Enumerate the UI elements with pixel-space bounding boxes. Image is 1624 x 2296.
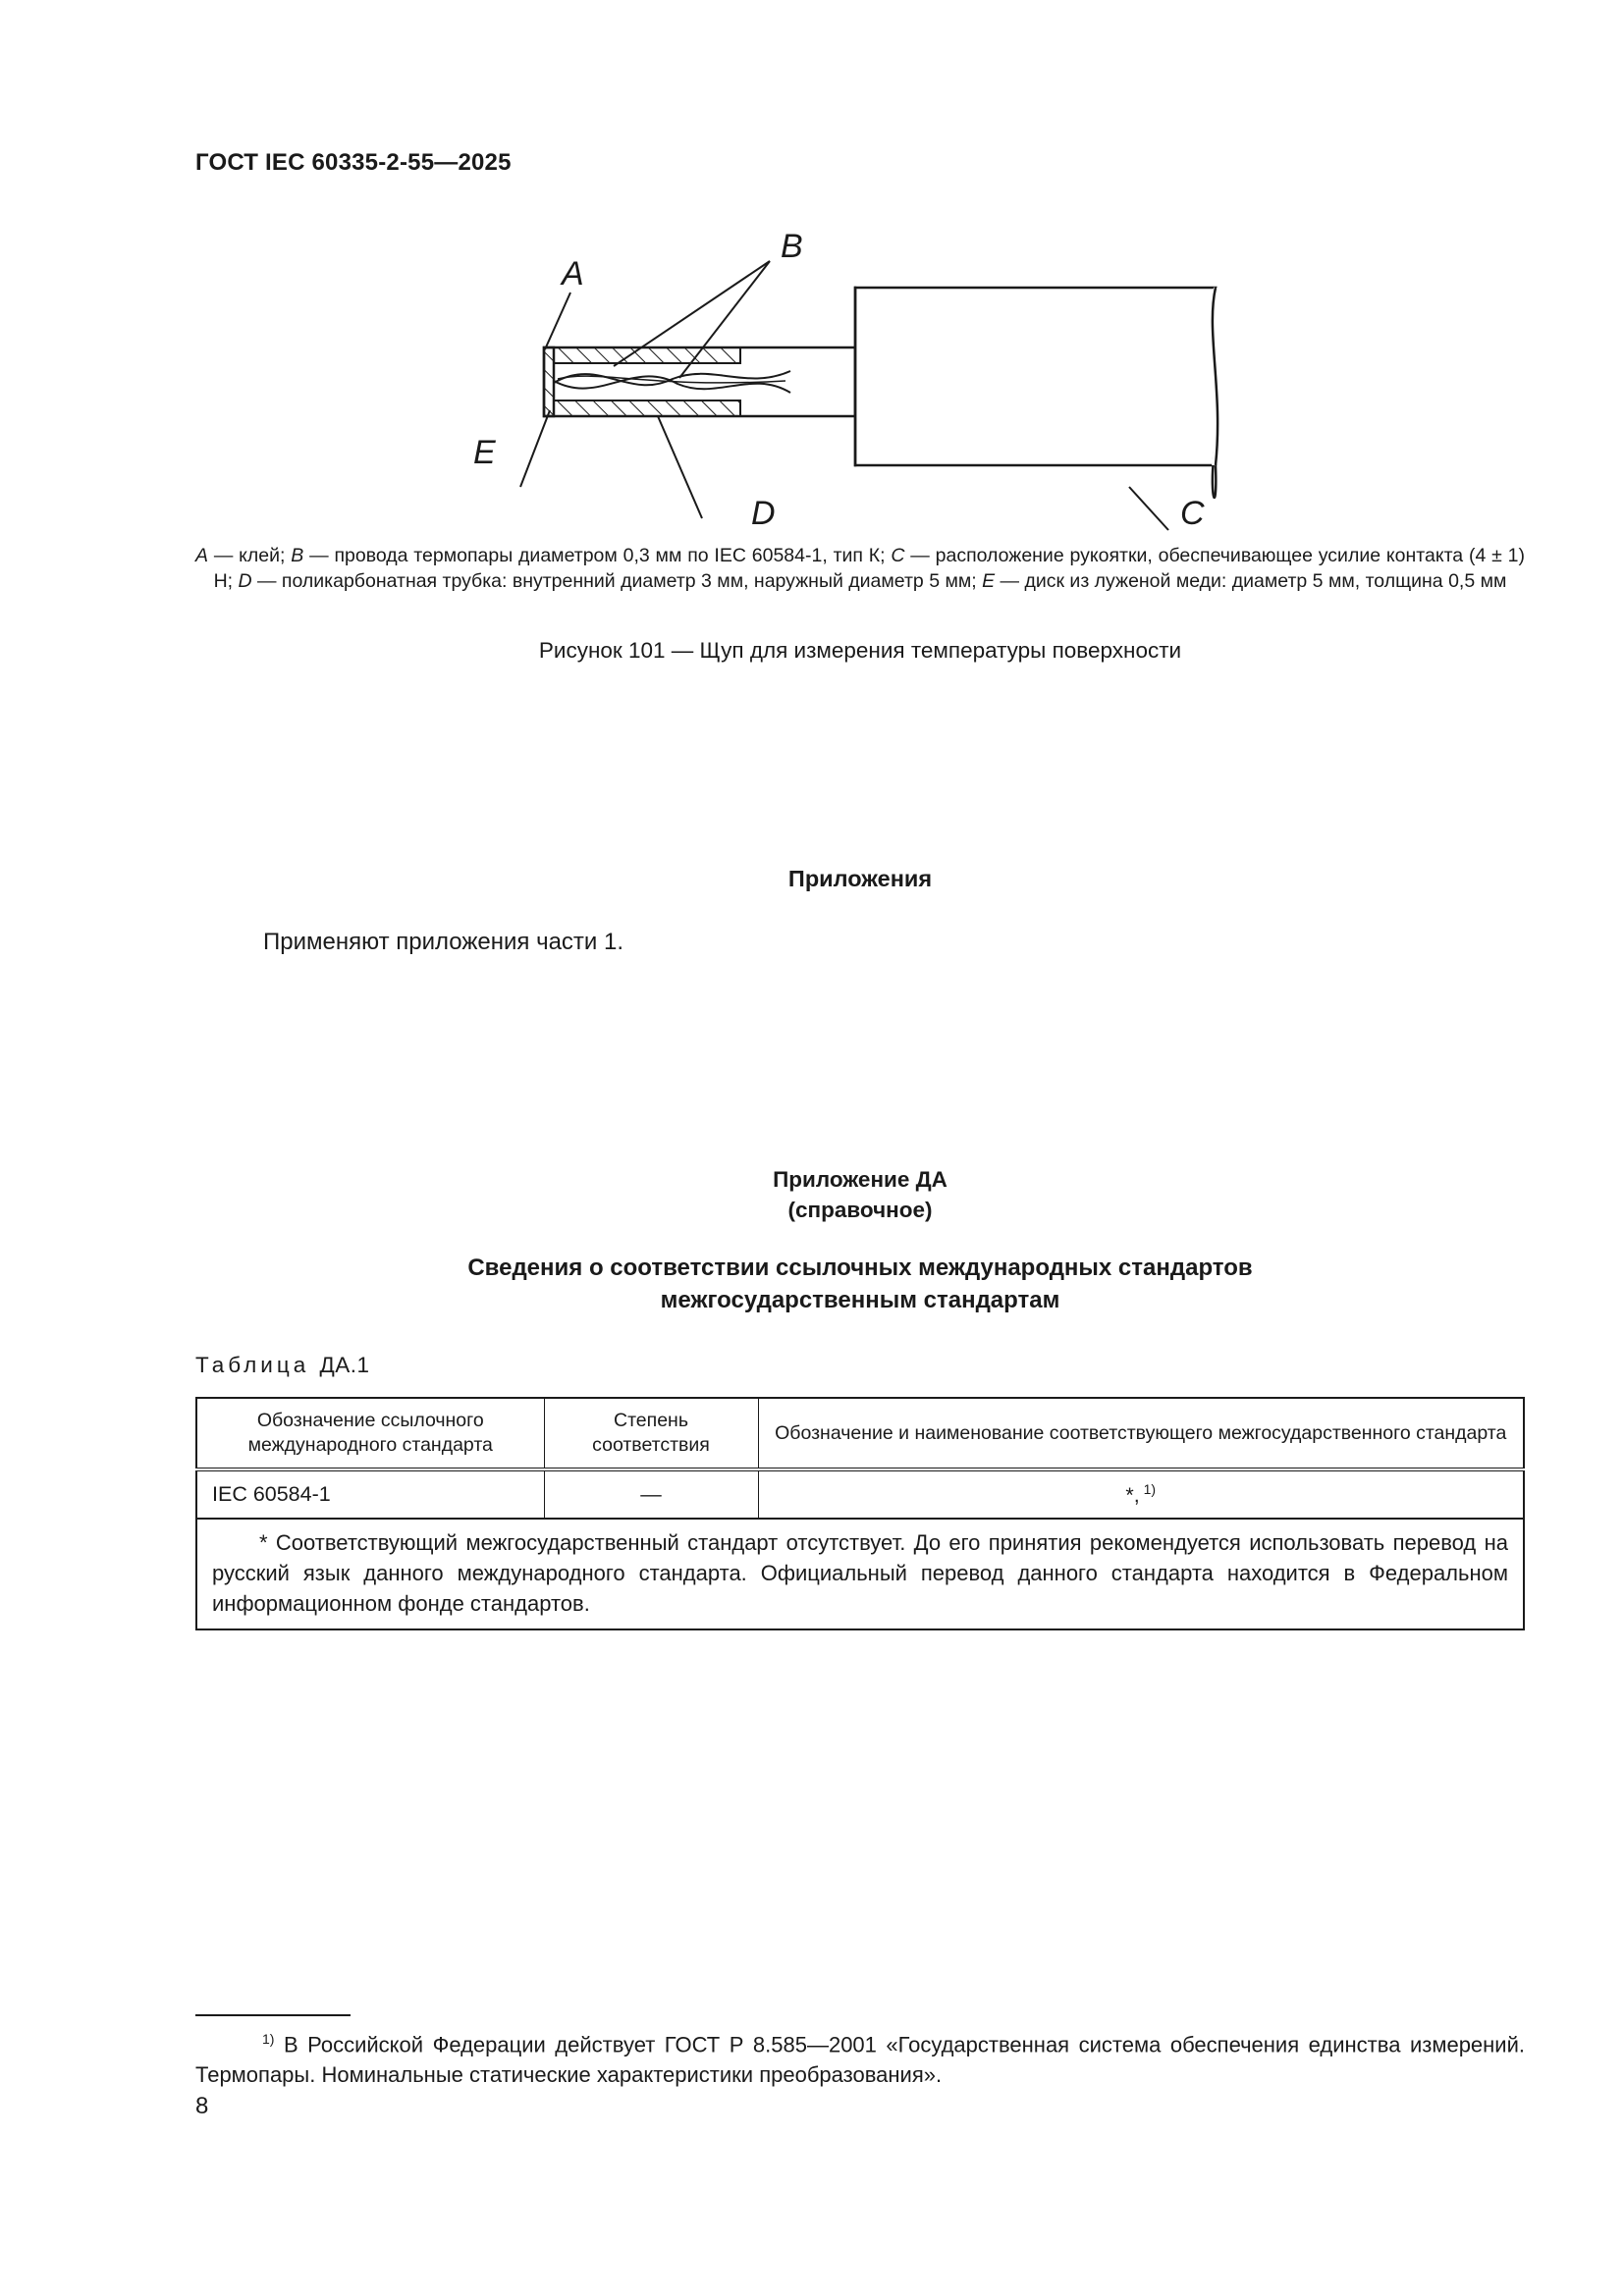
table-label bbox=[195, 1353, 370, 1378]
table-label-number: ДА.1 bbox=[319, 1353, 370, 1377]
annex-da-heading bbox=[195, 1252, 1525, 1316]
tube-wall-top bbox=[554, 347, 740, 363]
legend-text-b: — провода термопары диаметром 0,3 мм по IEC 60584-1, тип К; bbox=[303, 545, 892, 566]
cell-equivalent-value: *, bbox=[1125, 1483, 1140, 1508]
annex-da-name: Приложение ДА bbox=[773, 1167, 947, 1192]
label-a: A bbox=[562, 255, 584, 293]
cell-standard: IEC 60584-1 bbox=[196, 1469, 544, 1519]
legend-text-c: — расположение рукоятки, обеспечивающее усилие контакта (4 ± 1) Н; bbox=[213, 545, 1525, 592]
label-e: E bbox=[473, 434, 496, 471]
page-number: 8 bbox=[195, 2093, 209, 2119]
label-b: B bbox=[781, 228, 803, 265]
figure-legend bbox=[195, 543, 1525, 594]
table-note: * Соответствующий межгосударственный стандарт отсутствует. До его принятия рекомендуется использовать перевод на русский язык данного международного стандарта. Официальный перевод данного стандарта находится в Федеральном информационном фонде стандартов. bbox=[196, 1519, 1524, 1629]
figure-caption: Рисунок 101 — Щуп для измерения температуры поверхности bbox=[538, 638, 1182, 663]
cell-degree: — bbox=[544, 1469, 758, 1519]
cell-equivalent bbox=[758, 1469, 1524, 1519]
leader-c bbox=[1129, 487, 1168, 530]
legend-text-e: — диск из луженой меди: диаметр 5 мм, толщина 0,5 мм bbox=[995, 570, 1507, 592]
header-interstate-standard: Обозначение и наименование соответствующего межгосударственного стандарта bbox=[758, 1398, 1524, 1469]
table-note-row bbox=[196, 1519, 1524, 1629]
header-international-standard: Обозначение ссылочного международного стандарта bbox=[196, 1398, 544, 1469]
copper-disc bbox=[544, 347, 554, 416]
legend-key-c: C bbox=[891, 545, 905, 566]
leader-d bbox=[658, 416, 702, 518]
legend-key-e: E bbox=[982, 570, 996, 592]
annex-da-title bbox=[195, 1164, 1525, 1225]
label-d: D bbox=[751, 495, 776, 532]
legend-key-d: D bbox=[238, 570, 252, 592]
leader-a bbox=[545, 293, 570, 349]
leader-e bbox=[520, 410, 550, 487]
table-header-row bbox=[196, 1398, 1524, 1469]
legend-text-a: — клей; bbox=[208, 545, 292, 566]
annexes-text: Применяют приложения части 1. bbox=[263, 929, 623, 955]
legend-key-b: B bbox=[291, 545, 304, 566]
footnote-text: В Российской Федерации действует ГОСТ Р 8.585—2001 «Государственная система обеспечения единства измерений. Термопары. Номинальные статические характеристики преобразования». bbox=[195, 2032, 1525, 2088]
annex-da-heading-line1: Сведения о соответствии ссылочных международных стандартов bbox=[467, 1255, 1253, 1281]
legend-key-a: A bbox=[195, 545, 209, 566]
footnote-mark: 1) bbox=[262, 2031, 275, 2047]
table-label-word: Таблица bbox=[195, 1353, 310, 1377]
header-degree: Степень соответствия bbox=[544, 1398, 758, 1469]
handle bbox=[855, 288, 1216, 498]
footnote bbox=[195, 2024, 1525, 2090]
document-header: ГОСТ IEC 60335-2-55—2025 bbox=[195, 149, 512, 176]
footnote-rule bbox=[195, 2014, 351, 2016]
cell-equivalent-ref: 1) bbox=[1139, 1480, 1157, 1497]
tube-wall-bottom bbox=[554, 400, 740, 416]
correspondence-table bbox=[195, 1397, 1525, 1630]
label-c: C bbox=[1180, 495, 1205, 532]
annexes-title: Приложения bbox=[787, 866, 933, 891]
legend-text-d: — поликарбонатная трубка: внутренний диаметр 3 мм, наружный диаметр 5 мм; bbox=[251, 570, 983, 592]
annex-da-subtitle: (справочное) bbox=[787, 1198, 933, 1222]
annex-da-heading-line2: межгосударственным стандартам bbox=[660, 1287, 1060, 1313]
table-row bbox=[196, 1469, 1524, 1519]
probe-figure bbox=[452, 224, 1257, 538]
